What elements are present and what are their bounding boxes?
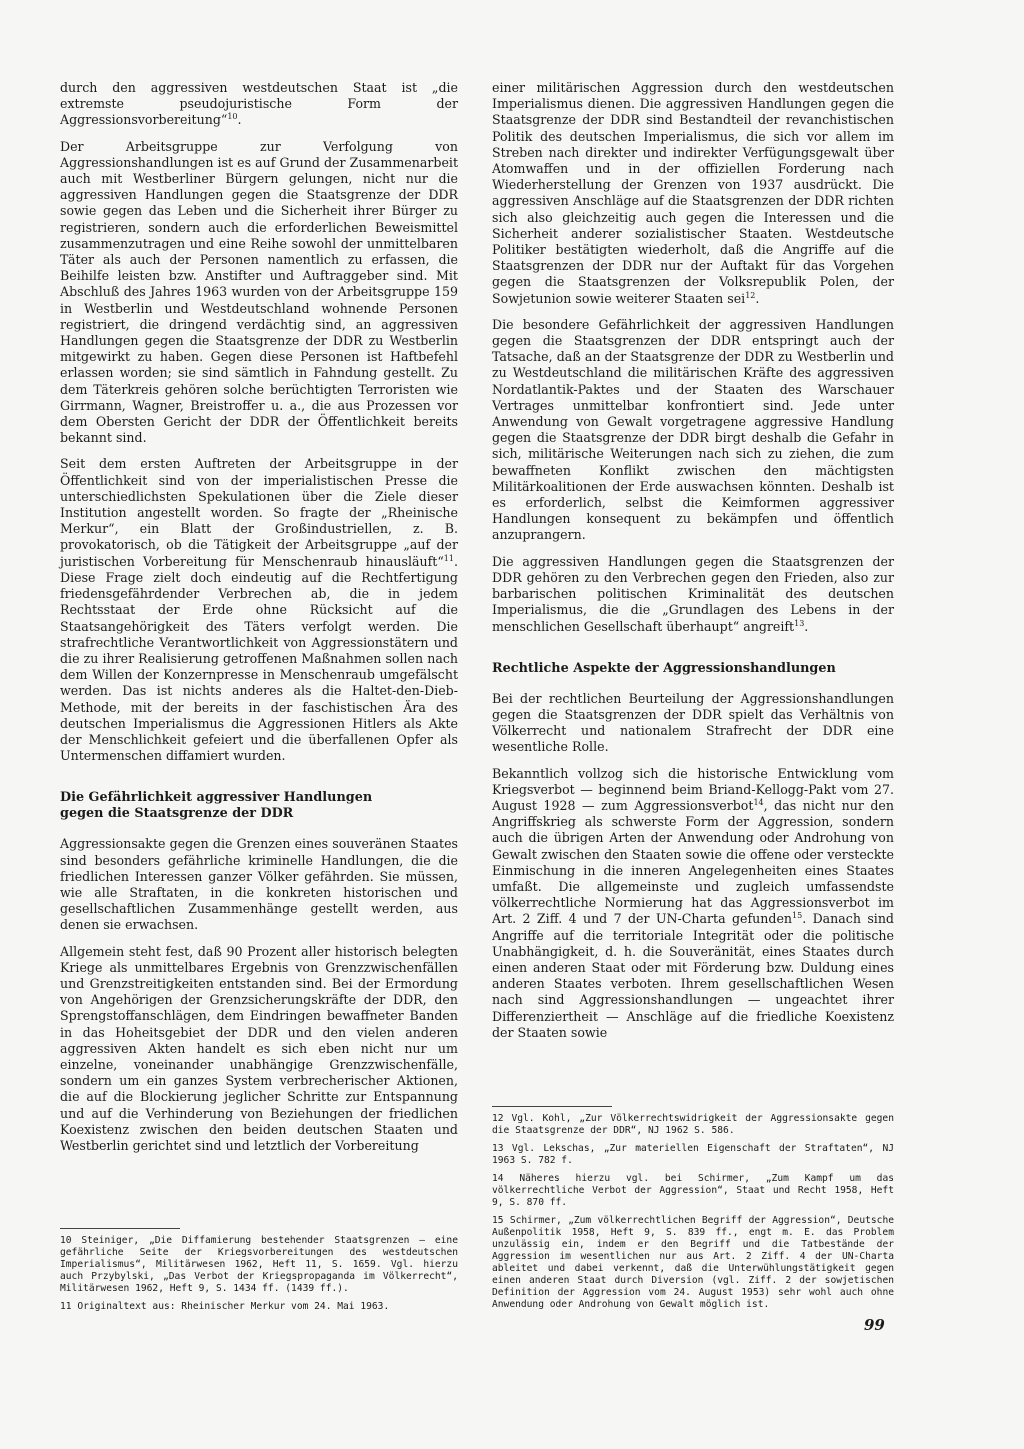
footnote: 11 Originaltext aus: Rheinischer Merkur vom 24. Mai 1963. xyxy=(60,1301,390,1312)
paragraph: Bei der rechtlichen Beurteilung der Aggressionshandlungen gegen die Staatsgrenzen der DDR spielt das Verhältnis von Völkerrecht und nationalem Strafrecht der DDR eine wesentliche Rolle. xyxy=(492,690,894,755)
paragraph: Allgemein steht fest, daß 90 Prozent aller historisch belegten Kriege als unmittelbares Ergebnis von Grenzzwischenfällen und Grenzstreitigkeiten entstanden sind. Bei der Ermordung von Angehörigen der Grenzsicherungskräfte der DDR, den Sprengstoffanschlägen, dem Eindringen bewaffneter Banden in das Hoheitsgebiet der DDR und den vielen anderen aggressiven Akten handelt es sich eben nicht nur um einzelne, voneinander unabhängige Grenzzwischenfälle, sondern um ein ganzes System verbrecherischer Aktionen, die auf die Blockierung jeglicher Schritte zur Entspannung und auf die Verhinderung von Beziehungen der friedlichen Koexistenz zwischen den beiden deutschen Staaten und Westberlin gerichtet sind und letztlich der Vorbereitung xyxy=(60,943,458,1153)
section-heading: Rechtliche Aspekte der Aggressionshandlungen xyxy=(492,660,836,676)
footnote: 14 Näheres hierzu vgl. bei Schirmer, „Zum Kampf um das völkerrechtliche Verbot der Aggression“, Staat und Recht 1958, Heft 9, S. 870 ff. xyxy=(492,1173,894,1208)
paragraph: Seit dem ersten Auftreten der Arbeitsgruppe in der Öffentlichkeit sind von der imperialistischen Presse die unterschiedlichsten Spekulationen über die Ziele dieser Institution angestellt worden. So fragte der „Rheinische Merkur“, ein Blatt der Großindustriellen, z. B. provokatorisch, ob die Tätigkeit der Arbeitsgruppe „auf der juristischen Vorbereitung für Menschenraub hinausläuft“$^{11}$. Diese Frage zielt doch eindeutig auf die Rechtfertigung friedensgefährdender Verbrechen ab, die in jedem Rechtsstaat der Erde ohne Rücksicht auf die Staatsangehörigkeit des Täters verfolgt werden. Die strafrechtliche Verantwortlichkeit von Aggressionstätern und die zu ihrer Realisierung getroffenen Maßnahmen sollen nach dem Willen der Konzernpresse in Menschenraub umgefälscht werden. Das ist nichts anderes als die Haltet-den-Dieb-Methode, mit der bereits in der faschistischen Ära des deutschen Imperialismus die Aggressionen Hitlers als Akte der Menschlichkeit gefeiert und die überfallenen Opfer als Untermenschen diffamiert wurden. xyxy=(60,456,458,764)
footnote-ref[interactable]: 14 xyxy=(753,797,764,807)
footnotes-right xyxy=(492,1106,894,1317)
footnote-ref[interactable]: 11 xyxy=(443,553,454,563)
paragraph: Der Arbeitsgruppe zur Verfolgung von Aggressionshandlungen ist es auf Grund der Zusammenarbeit auch mit Westberliner Bürgern gelungen, nicht nur die aggressiven Handlungen gegen die Staatsgrenze der DDR sowie gegen das Leben und die Sicherheit ihrer Bürger zu registrieren, sondern auch die erforderlichen Beweismittel zusammenzutragen und eine Reihe sowohl der unmittelbaren Täter als auch der Personen namentlich zu erfassen, die Beihilfe leisten bzw. Anstifter und Auftraggeber sind. Mit Abschluß des Jahres 1963 wurden von der Arbeitsgruppe 159 in Westberlin und Westdeutschland wohnende Personen registriert, die dringend verdächtig sind, an aggressiven Handlungen gegen die Staatsgrenze der DDR zu Westberlin mitgewirkt zu haben. Gegen diese Personen ist Haftbefehl erlassen worden; sie sind sämtlich in Fahndung gestellt. Zu dem Täterkreis gehören solche berüchtigten Terroristen wie Girrmann, Wagner, Breistroffer u. a., die aus Prozessen vor dem Obersten Gericht der DDR der Öffentlichkeit bereits bekannt sind. xyxy=(60,138,458,446)
paragraph: Aggressionsakte gegen die Grenzen eines souveränen Staates sind besonders gefährliche kriminelle Handlungen, die die friedlichen Interessen ganzer Völker gefährden. Sie müssen, wie alle Straftaten, in die konkreten historischen und gesellschaftlichen Zusammenhänge gestellt werden, aus denen sie erwachsen. xyxy=(60,836,458,933)
footnote-ref[interactable]: 12 xyxy=(745,290,756,300)
footnote-divider xyxy=(492,1106,612,1107)
footnotes-left xyxy=(60,1228,458,1319)
footnote-divider xyxy=(60,1228,180,1229)
paragraph: durch den aggressiven westdeutschen Staat ist „die extremste pseudojuristische Form der Aggressionsvorbereitung“$^{10}$. xyxy=(60,80,458,128)
paragraph: Die aggressiven Handlungen gegen die Staatsgrenzen der DDR gehören zu den Verbrechen gegen den Frieden, also zur barbarischen politischen Kriminalität des deutschen Imperialismus, die die „Grundlagen des Lebens in der menschlichen Gesellschaft überhaupt“ angreift$^{13}$. xyxy=(492,553,894,634)
footnote: 10 Steiniger, „Die Diffamierung bestehender Staatsgrenzen — eine gefährliche Seite der Kriegsvorbereitungen des westdeutschen Imperialismus“, Militärwesen 1962, Heft 11, S. 1659. Vgl. hierzu auch Przybylski, „Das Verbot der Kriegspropaganda im Völkerrecht“, Militärwesen 1962, Heft 9, S. 1434 ff. (1439 ff.). xyxy=(60,1235,458,1294)
footnote-ref[interactable]: 15 xyxy=(792,911,803,921)
paragraph: Die besondere Gefährlichkeit der aggressiven Handlungen gegen die Staatsgrenzen der DDR entspringt auch der Tatsache, daß an der Staatsgrenze der DDR zu Westberlin und zu Westdeutschland die militärischen Kräfte des aggressiven Nordatlantik-Paktes und der Staaten des Warschauer Vertrages unmittelbar konfrontiert sind. Jede unter Anwendung von Gewalt vorgetragene aggressive Handlung gegen die Staatsgrenze der DDR birgt deshalb die Gefahr in sich, militärische Weiterungen nach sich zu ziehen, die zum bewaffneten Konflikt zwischen den mächtigsten Militärkoalitionen der Erde auswachsen könnten. Deshalb ist es erforderlich, selbst die Keimformen aggressiver Handlungen konsequent zu bekämpfen und öffentlich anzuprangern. xyxy=(492,316,894,543)
right-column xyxy=(492,80,894,1051)
left-column xyxy=(60,80,458,1164)
footnote-ref[interactable]: 13 xyxy=(794,618,805,628)
footnote-ref[interactable]: 10 xyxy=(227,112,238,122)
footnote: 15 Schirmer, „Zum völkerrechtlichen Begriff der Aggression“, Deutsche Außenpolitik 1958, Heft 9, S. 839 ff., engt m. E. das Problem unzulässig ein, indem er den Begriff und die Tatbestände der Aggression im wesentlichen nur aus Art. 2 Ziff. 4 der UN-Charta ableitet und dabei verkennt, daß die Unterwühlungstätigkeit gegen einen anderen Staat durch Diversion (vgl. Ziff. 2 der sowjetischen Definition der Aggression vom 24. August 1953) sehr wohl auch ohne Anwendung oder Androhung von Gewalt möglich ist. xyxy=(492,1215,894,1310)
paragraph: einer militärischen Aggression durch den westdeutschen Imperialismus dienen. Die aggressiven Handlungen gegen die Staatsgrenze der DDR sind Bestandteil der revanchistischen Politik des deutschen Imperialismus, die sich vor allem im Streben nach direkter und indirekter Verfügungsgewalt über Atomwaffen und in der offiziellen Forderung nach Wiederherstellung der Grenzen von 1937 ausdrückt. Die aggressiven Anschläge auf die Staatsgrenzen der DDR richten sich also gleichzeitig auch gegen die Interessen und die Sicherheit anderer sozialistischer Staaten. Westdeutsche Politiker bestätigten wiederholt, daß die Angriffe auf die Staatsgrenzen der DDR nur der Auftakt für das Vorgehen gegen die Staatsgrenzen der Volksrepublik Polen, der Sowjetunion sowie weiterer Staaten sei$^{12}$. xyxy=(492,80,894,306)
footnote: 12 Vgl. Kohl, „Zur Völkerrechtswidrigkeit der Aggressionsakte gegen die Staatsgrenze der DDR“, NJ 1962 S. 586. xyxy=(492,1113,894,1136)
section-heading: Die Gefährlichkeit aggressiver Handlungen gegen die Staatsgrenze der DDR xyxy=(60,790,373,822)
paragraph: Bekanntlich vollzog sich die historische Entwicklung vom Kriegsverbot — beginnend beim Briand-Kellogg-Pakt vom 27. August 1928 — zum Aggressionsverbot$^{14}$, das nicht nur den Angriffskrieg als schwerste Form der Aggression, sondern auch die übrigen Arten der Anwendung oder Androhung von Gewalt zwischen den Staaten sowie die offene oder versteckte Einmischung in die inneren Angelegenheiten eines Staates umfaßt. Die allgemeinste und zugleich umfassendste völkerrechtliche Normierung hat das Aggressionsverbot im Art. 2 Ziff. 4 und 7 der UN-Charta gefunden$^{15}$. Danach sind Angriffe auf die territoriale Integrität oder die politische Unabhängigkeit, d. h. die Souveränität, eines Staates durch einen anderen Staat oder mit Förderung bzw. Duldung eines anderen Staates verboten. Ihrem gesellschaftlichen Wesen nach sind Aggressionshandlungen — ungeachtet ihrer Differenziertheit — Anschläge auf die friedliche Koexistenz der Staaten sowie xyxy=(492,765,894,1040)
page-number: 99 xyxy=(864,1316,885,1334)
footnote: 13 Vgl. Lekschas, „Zur materiellen Eigenschaft der Straftaten“, NJ 1963 S. 782 f. xyxy=(492,1143,894,1166)
